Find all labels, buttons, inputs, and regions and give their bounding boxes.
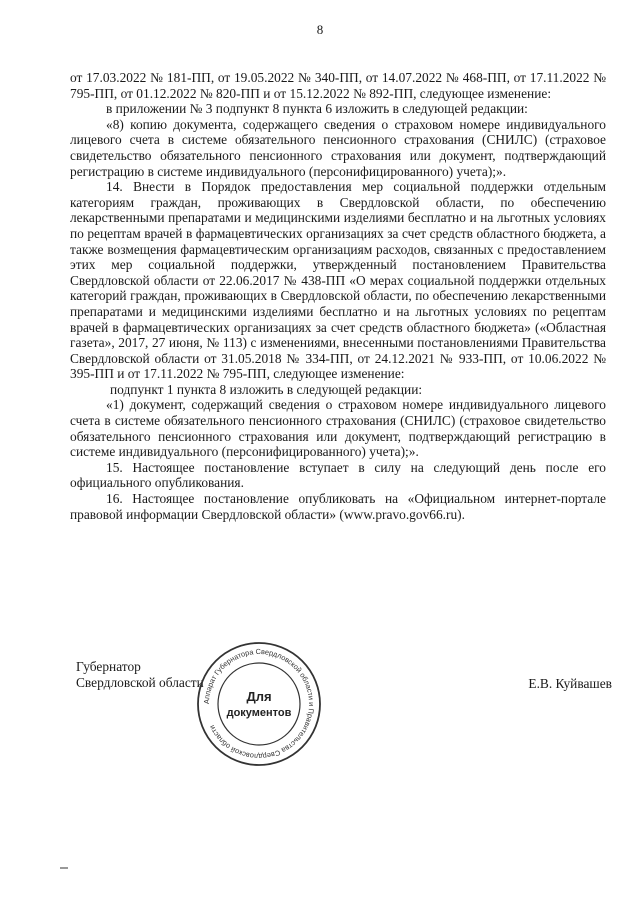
signatory-name: Е.В. Куйвашев <box>528 676 612 691</box>
signatory-title-line2: Свердловской области <box>76 675 204 690</box>
paragraph-subitem-instruction: подпункт 1 пункта 8 изложить в следующей редакции: <box>110 381 423 397</box>
paragraph-item-14: 14. Внести в Порядок предоставления мер социальной поддержки отдельным категориям граждан, проживающих в Свердловской области, по обеспечению лекарственными препаратами и медицинскими изделиями бесплатно и на льготных условиях по рецептам врачей в фармацевтических организациях за счет средств областного бюджета, а также возмещения фармацевтическим организациям расходов, связанных с предоставлением этих мер социальной поддержки, утвержденный постановлением Правительства Свердловской области от 22.06.2017 № 438-ПП «О мерах социальной поддержки отдельных категорий граждан, проживающих в Свердловской области, по обеспечению лекарственными препаратами и медицинскими изделиями бесплатно и на льготных условиях по рецептам врачей в фармацевтических организациях за счет средств областного бюджета» («Областная газета», 2017, 27 июня, № 113) с изменениями, внесенными постановлениями Правительства Свердловской области от 31.05.2018 № 334-ПП, от 24.12.2021 № 933-ПП, от 10.06.2022 № 395-ПП и от 17.11.2022 № 795-ПП, следующее изменение: <box>70 179 606 382</box>
stamp-center-line2: документов <box>226 707 292 719</box>
document-body <box>70 70 606 522</box>
stamp-inner-ring <box>218 663 300 745</box>
paragraph-item-16: 16. Настоящее постановление опубликовать на «Официальном интернет-портале правовой информации Свердловской области» (www.pravo.gov66.ru). <box>70 491 606 522</box>
paragraph-item-15: 15. Настоящее постановление вступает в силу на следующий день после его официального опубликования. <box>70 459 606 491</box>
signatory-title <box>76 659 204 691</box>
paragraph-continuation: от 17.03.2022 № 181-ПП, от 19.05.2022 № 340-ПП, от 14.07.2022 № 468-ПП, от 17.11.2022 № 795-ПП, от 01.12.2022 № 820-ПП и от 15.12.2022 № 892-ПП, следующее изменение: <box>70 70 606 101</box>
signatory-title-line1: Губернатор <box>76 659 141 674</box>
paragraph-subitem-1: «1) документ, содержащий сведения о страховом номере индивидуального лицевого счета в системе обязательного пенсионного страхования (СНИЛС) (страховое свидетельство обязательного пенсионного страхования или документ, подтверждающий регистрацию в системе индивидуального (персонифицированного) учета);». <box>70 397 606 460</box>
paragraph-appendix-instruction: в приложении № 3 подпункт 8 пункта 6 изложить в следующей редакции: <box>106 101 528 117</box>
paragraph-subitem-8: «8) копию документа, содержащего сведения о страховом номере индивидуального лицевого счета в системе обязательного пенсионного страхования (СНИЛС) (страховое свидетельство обязательного пенсионного страхования или документ, подтверждающий регистрацию в системе индивидуального (персонифицированного) учета);». <box>70 116 606 179</box>
stamp-outer-ring <box>198 643 320 765</box>
official-stamp <box>195 640 323 768</box>
stamp-ring-text: Аппарат Губернатора Свердловской области и Правительства Свердловской области <box>201 646 317 762</box>
page-number: 8 <box>316 22 324 37</box>
stamp-center-line1: Для <box>246 689 272 704</box>
scan-mark <box>60 867 68 869</box>
